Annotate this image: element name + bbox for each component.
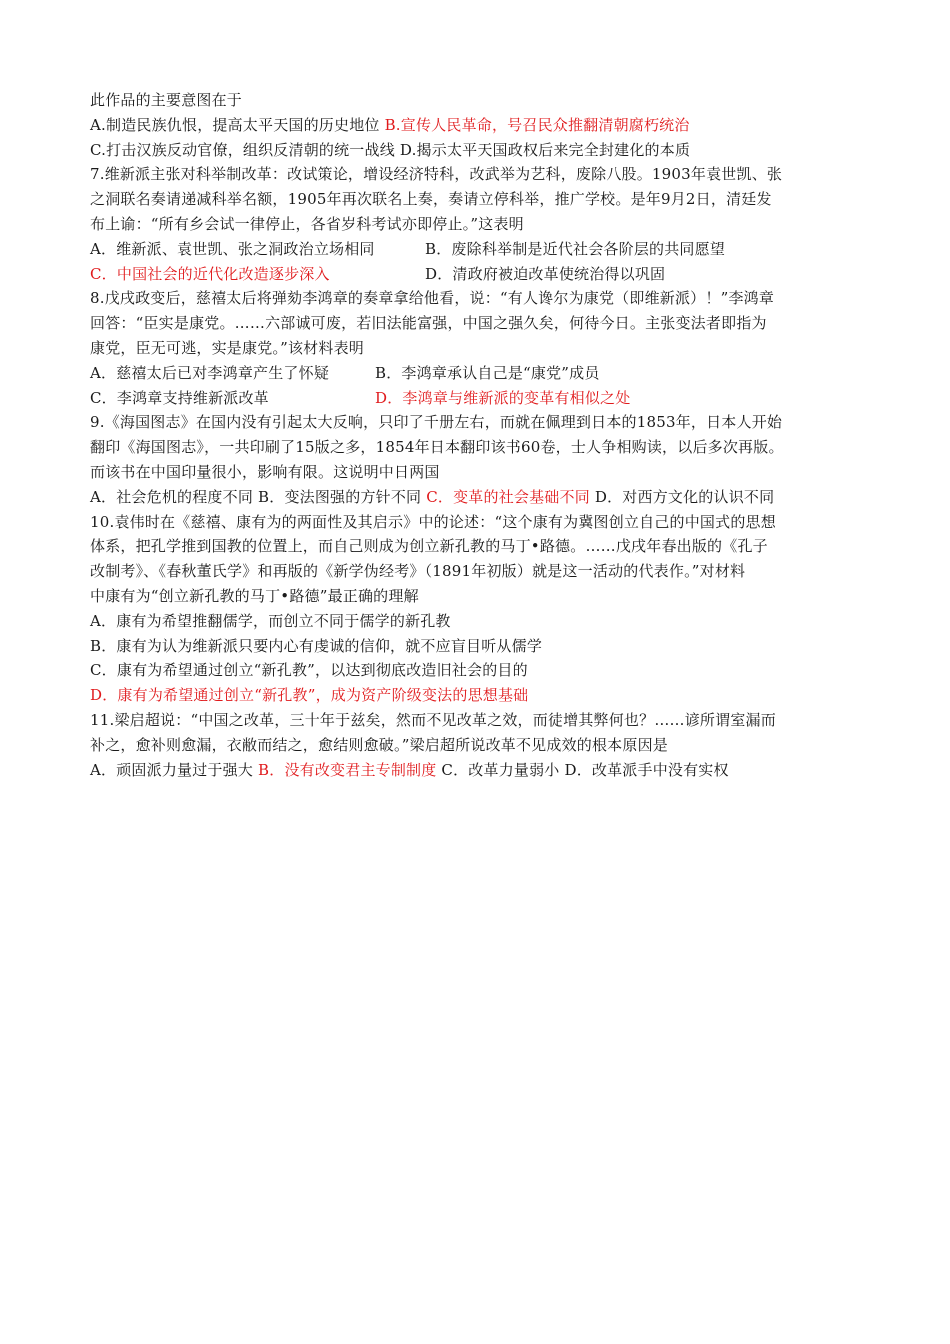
question-list <box>90 88 880 782</box>
q8-option-d-answer: D．李鸿章与维新派的变革有相似之处 <box>375 388 631 407</box>
q7-options-row-2 <box>90 262 880 287</box>
q11-option-b-answer: B．没有改变君主专制制度 <box>258 760 437 779</box>
q10-option-b: B．康有为认为维新派只要内心有虔诚的信仰，就不应盲目听从儒学 <box>90 636 543 655</box>
q8-stem-line-3: 康党，臣无可逃，实是康党。”该材料表明 <box>90 338 364 357</box>
q10-option-d-answer: D．康有为希望通过创立“新孔教”，成为资产阶级变法的思想基础 <box>90 686 529 705</box>
q7-option-d: D．清政府被迫改革使统治得以巩固 <box>425 264 666 283</box>
q10-stem-line-2: 体系，把孔学推到国教的位置上，而自己则成为创立新孔教的马丁•路德。……戊戌年春出版的《孔子 <box>90 537 768 556</box>
q11-option-d: D．改革派手中没有实权 <box>564 760 729 779</box>
q6-option-b-answer: B.宣传人民革命，号召民众推翻清朝腐朽统治 <box>384 115 690 134</box>
q7-option-c-answer: C．中国社会的近代化改造逐步深入 <box>90 264 330 283</box>
q9-option-c-answer: C．变革的社会基础不同 <box>426 487 590 506</box>
q11-options-row <box>90 758 880 783</box>
q8-options-row-1 <box>90 361 880 386</box>
q7-stem-line-1: 7.维新派主张对科举制改革：改试策论，增设经济特科，改武举为艺科，废除八股。1903年袁世凯、张 <box>90 165 783 184</box>
q6-option-d: D.揭示太平天国政权后来完全封建化的本质 <box>399 140 691 159</box>
q6-stem: 此作品的主要意图在于 <box>90 91 243 109</box>
q6-options-row-1 <box>90 113 880 138</box>
q10-option-a: A．康有为希望推翻儒学，而创立不同于儒学的新孔教 <box>90 611 451 630</box>
q6-options-row-2 <box>90 138 880 163</box>
q11-stem-line-2: 补之，愈补则愈漏，衣敝而结之，愈结则愈破。”梁启超所说改革不见成效的根本原因是 <box>90 735 668 754</box>
q11-stem-line-1: 11.梁启超说：“中国之改革，三十年于兹矣，然而不见改革之效，而徒增其弊何也？……谚所谓室漏而 <box>90 710 776 729</box>
q6-option-a: A.制造民族仇恨，提高太平天国的历史地位 <box>90 115 380 134</box>
q10-stem-line-3: 改制考》、《春秋董氏学》和再版的《新学伪经考》（1891年初版）就是这一活动的代表作。”对材料 <box>90 562 746 581</box>
q10-option-c: C．康有为希望通过创立“新孔教”，以达到彻底改造旧社会的目的 <box>90 661 528 680</box>
q9-option-a: A．社会危机的程度不同 <box>90 487 254 506</box>
q10-stem-line-1: 10.袁伟时在《慈禧、康有为的两面性及其启示》中的论述：“这个康有为冀图创立自己的中国式的思想 <box>90 512 776 531</box>
q9-stem-line-3: 而该书在中国印量很小，影响有限。这说明中日两国 <box>90 462 440 481</box>
q9-stem-line-1: 9.《海国图志》在国内没有引起太大反响，只印了千册左右，而就在佩理到日本的1853年，日本人开始 <box>90 413 783 432</box>
q9-stem-line-2: 翻印《海国图志》，一共印刷了15版之多，1854年日本翻印该书60卷，士人争相购读，以后多次再版。 <box>90 438 784 457</box>
q8-option-c: C．李鸿章支持维新派改革 <box>90 388 269 407</box>
q8-option-b: B．李鸿章承认自己是“康党”成员 <box>375 363 600 382</box>
q11-option-c: C．改革力量弱小 <box>441 760 560 779</box>
q11-option-a: A．顽固派力量过于强大 <box>90 760 254 779</box>
q7-option-a: A．维新派、袁世凯、张之洞政治立场相同 <box>90 239 375 258</box>
q7-options-row-1 <box>90 237 880 262</box>
q7-stem-line-2: 之洞联名奏请递减科举名额，1905年再次联名上奏，奏请立停科举，推广学校。是年9月2日，清廷发 <box>90 190 772 209</box>
q8-stem-line-1: 8.戊戌政变后，慈禧太后将弹劾李鸿章的奏章拿给他看，说：“有人谗尔为康党（即维新派）！”李鸿章 <box>90 289 775 308</box>
q6-option-c: C.打击汉族反动官僚，组织反清朝的统一战线 <box>90 140 395 159</box>
q8-options-row-2 <box>90 386 880 411</box>
q7-option-b: B．废除科举制是近代社会各阶层的共同愿望 <box>425 239 726 258</box>
q9-option-d: D．对西方文化的认识不同 <box>594 487 775 506</box>
q8-option-a: A．慈禧太后已对李鸿章产生了怀疑 <box>90 363 330 382</box>
q7-stem-line-3: 布上谕：“所有乡会试一律停止，各省岁科考试亦即停止。”这表明 <box>90 214 524 233</box>
q9-option-b: B．变法图强的方针不同 <box>258 487 422 506</box>
q8-stem-line-2: 回答：“臣实是康党。……六部诚可废，若旧法能富强，中国之强久矣，何待今日。主张变法者即指为 <box>90 314 767 333</box>
q9-options-row <box>90 485 880 510</box>
q10-stem-line-4: 中康有为“创立新孔教的马丁•路德”最正确的理解 <box>90 586 419 605</box>
